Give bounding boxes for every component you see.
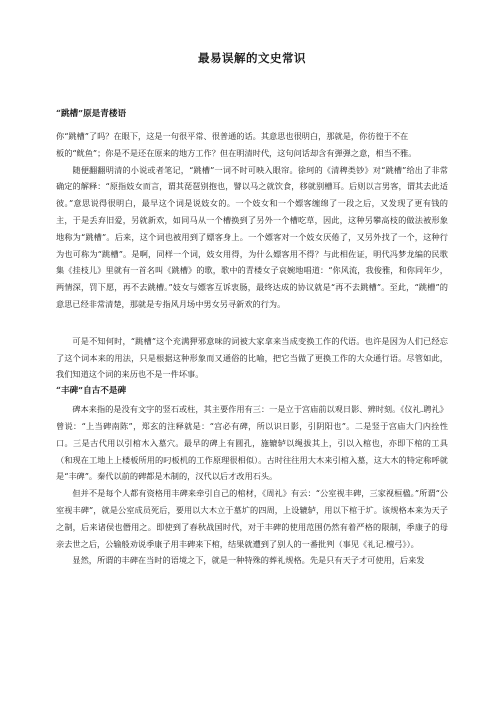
paragraph-5: 但并不是每个人都有资格用丰碑来牵引自己的棺材，《周礼》有云：“公室视丰碑，三家视桓楹。”所谓“公室视丰碑”，就是公室成员死后，要用以大木立于墓圹的四周，上设辘轳，用以下棺于圹。该规格本来为天子之制，后来诸侯也僭用之。即使到了春秋战国时代，对于丰碑的使用范围仍然有着严格的限制，季康子的母亲去世之后，公输般劝说季康子用丰碑来下棺，结果就遭到了别人的一番批判（事见《礼记.檀弓》）。	[56, 488, 448, 549]
section-spacer	[56, 313, 448, 333]
section-heading-tiaocao: “跳槽”原是青楼语	[56, 109, 127, 119]
paragraph-1-cont: 板的“鱿鱼”；你是不是还在原来的地方工作？但在明清时代，这句问话却含有弹弹之意，相当不雅。	[56, 147, 417, 158]
paragraph-2: 随便翻翻明清的小说或者笔记，“跳槽”一词不时可映入眼帘。徐珂的《清稗类钞》对“跳槽”给出了非常确定的解释：“原指妓女而言，谓其琵琶别抱也，譬以马之就饮食，移就别槽耳。后则以言男客，谓其去此适彼。”意思说得很明白，最早这个词是说妓女的。一个妓女和一个嫖客缠绵了一段之后，又发现了更有钱的主，于是丢弃旧爱，另就新欢，如同马从一个槽换到了另外一个槽吃草，因此，这种另攀高枝的做法被形象地称为“跳槽”。后来，这个词也被用到了嫖客身上。一个嫖客对一个妓女厌倦了，又另外找了一个，这种行为也可称为“跳槽”。是啊，同样一个词，妓女用得，为什么嫖客用不得？与此相佐证，明代冯梦龙编的民歌集《挂枝儿》里就有一首名叫《跳槽》的歌，歌中的青楼女子哀婉地唱道：“你风流，我俊雅，和你同年少，两情深，罚下愿，再不去跳槽。”妓女与嫖客互诉衷肠，最终达成的协议就是“再不去跳槽”。至此，“跳槽”的意思已经非常清楚，那就是专指风月场中男女另寻新欢的行为。	[56, 164, 448, 309]
page-title: 最易误解的文史常识	[198, 51, 306, 65]
section-heading-fengbei: “丰碑”自古不是碑	[56, 386, 127, 397]
paragraph-4: 碑本来指的是没有文字的竖石或柱，其主要作用有三：一是立于宫庙前以观日影、辨时刻。《仪礼.聘礼》曾说：“上当碑南陈”，郑玄的注释就是：“宫必有碑，所以识日影，引阴阳也”。二是竖于宫庙大门内拴性口。三是古代用以引棺木入墓穴。最早的碑上有圆孔，施辘轳以绳拔其上，引以入棺也，亦即下棺的工具（和现在工地上上楼板所用的叼板机的工作原理很相似）。古时往往用大木来引棺入墓，这大木的特定称呼就是“丰碑”。秦代以前的碑都是木制的，汉代以后才改用石头。	[56, 404, 448, 482]
paragraph-3: 可是不知何时，“跳槽”这个充满狎邪意味的词被大家拿来当成变换工作的代语。也许是因为人们已经忘了这个词本来的用法，只是根据这种形象而又通俗的比喻，把它当做了更换工作的大众通行语。尽管如此，我们知道这个词的来历也不是一件坏事。	[56, 335, 448, 380]
paragraph-1: 你“跳槽”了吗？在眼下，这是一句很平常、很普通的话。其意思也很明白，那就是，你彷徨于不在	[56, 131, 409, 141]
paragraph-6: 显然，所谓的丰碑在当时的语境之下，就是一种特殊的葬礼规格。先是只有天子才可使用，后来发	[72, 555, 425, 566]
